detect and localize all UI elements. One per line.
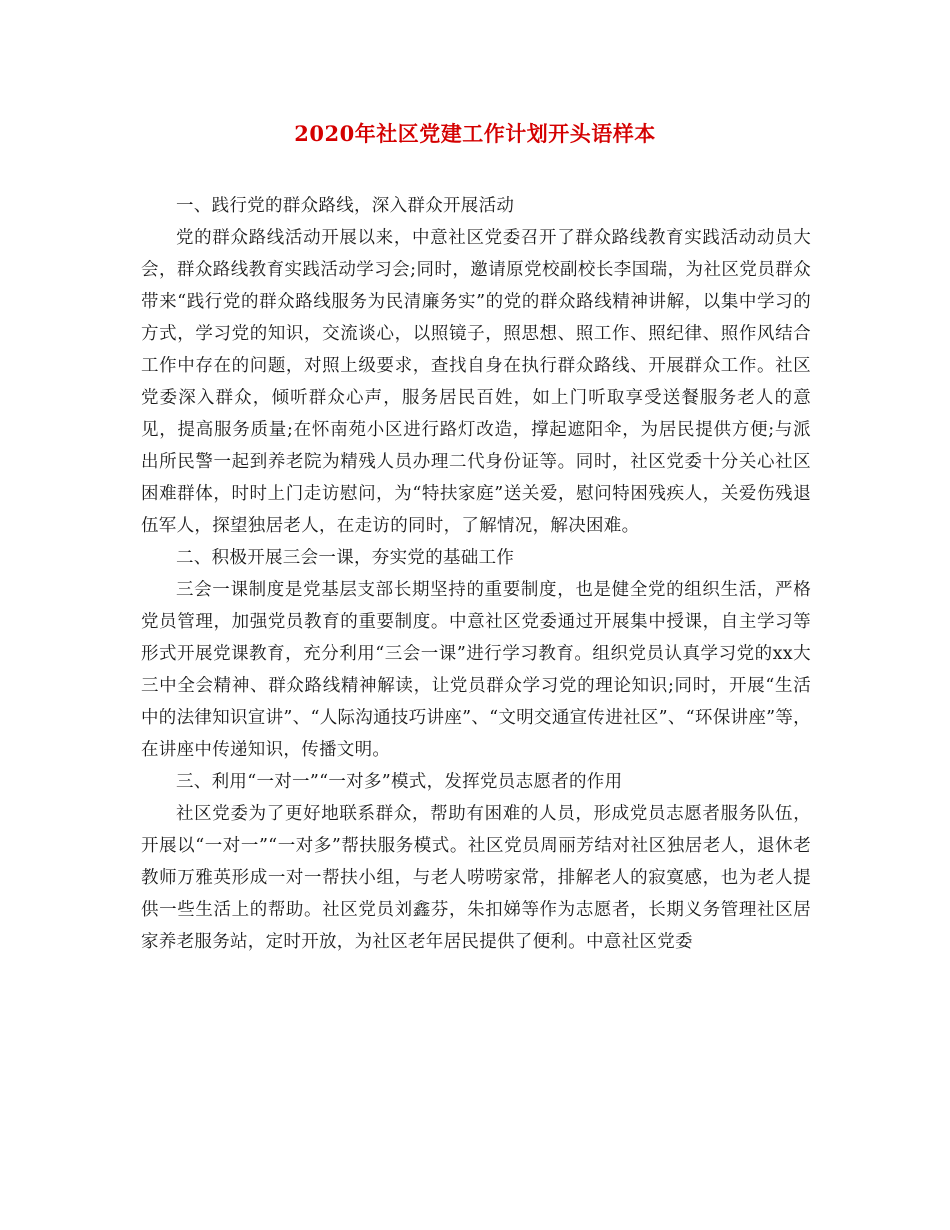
section-heading-3: 三、利用“一对一”“一对多”模式，发挥党员志愿者的作用 [176, 772, 623, 792]
document-body [141, 190, 811, 958]
section-paragraph-2: 三会一课制度是党基层支部长期坚持的重要制度，也是健全党的组织生活，严格党员管理，加强党员教育的重要制度。中意社区党委通过开展集中授课，自主学习等形式开展党课教育，充分利用“三会一课”进行学习教育。组织党员认真学习党的xx大三中全会精神、群众路线精神解读，让党员群众学习党的理论知识;同时，开展“生活中的法律知识宣讲”、“人际沟通技巧讲座”、“文明交通宣传进社区”、“环保讲座”等，在讲座中传递知识，传播文明。 [141, 580, 811, 760]
document-title: 2020年社区党建工作计划开头语样本 [294, 121, 656, 146]
section-heading-2: 二、积极开展三会一课，夯实党的基础工作 [176, 548, 515, 568]
section-heading-1: 一、践行党的群众路线，深入群众开展活动 [176, 196, 515, 216]
section-paragraph-3: 社区党委为了更好地联系群众，帮助有困难的人员，形成党员志愿者服务队伍，开展以“一对一”“一对多”帮扶服务模式。社区党员周丽芳结对社区独居老人，退休老教师万雅英形成一对一帮扶小组，与老人唠唠家常，排解老人的寂寞感，也为老人提供一些生活上的帮助。社区党员刘鑫芬，朱扣娣等作为志愿者，长期义务管理社区居家养老服务站，定时开放，为社区老年居民提供了便利。中意社区党委 [141, 804, 811, 952]
section-paragraph-1: 党的群众路线活动开展以来，中意社区党委召开了群众路线教育实践活动动员大会，群众路线教育实践活动学习会;同时，邀请原党校副校长李国瑞，为社区党员群众带来“践行党的群众路线服务为民清廉务实”的党的群众路线精神讲解，以集中学习的方式，学习党的知识，交流谈心，以照镜子，照思想、照工作、照纪律、照作风结合工作中存在的问题，对照上级要求，查找自身在执行群众路线、开展群众工作。社区党委深入群众，倾听群众心声，服务居民百姓，如上门听取享受送餐服务老人的意见，提高服务质量;在怀南苑小区进行路灯改造，撑起遮阳伞，为居民提供方便;与派出所民警一起到养老院为精残人员办理二代身份证等。同时，社区党委十分关心社区困难群体，时时上门走访慰问，为“特扶家庭”送关爱，慰问特困残疾人，关爱伤残退伍军人，探望独居老人，在走访的同时，了解情况，解决困难。 [141, 228, 811, 536]
